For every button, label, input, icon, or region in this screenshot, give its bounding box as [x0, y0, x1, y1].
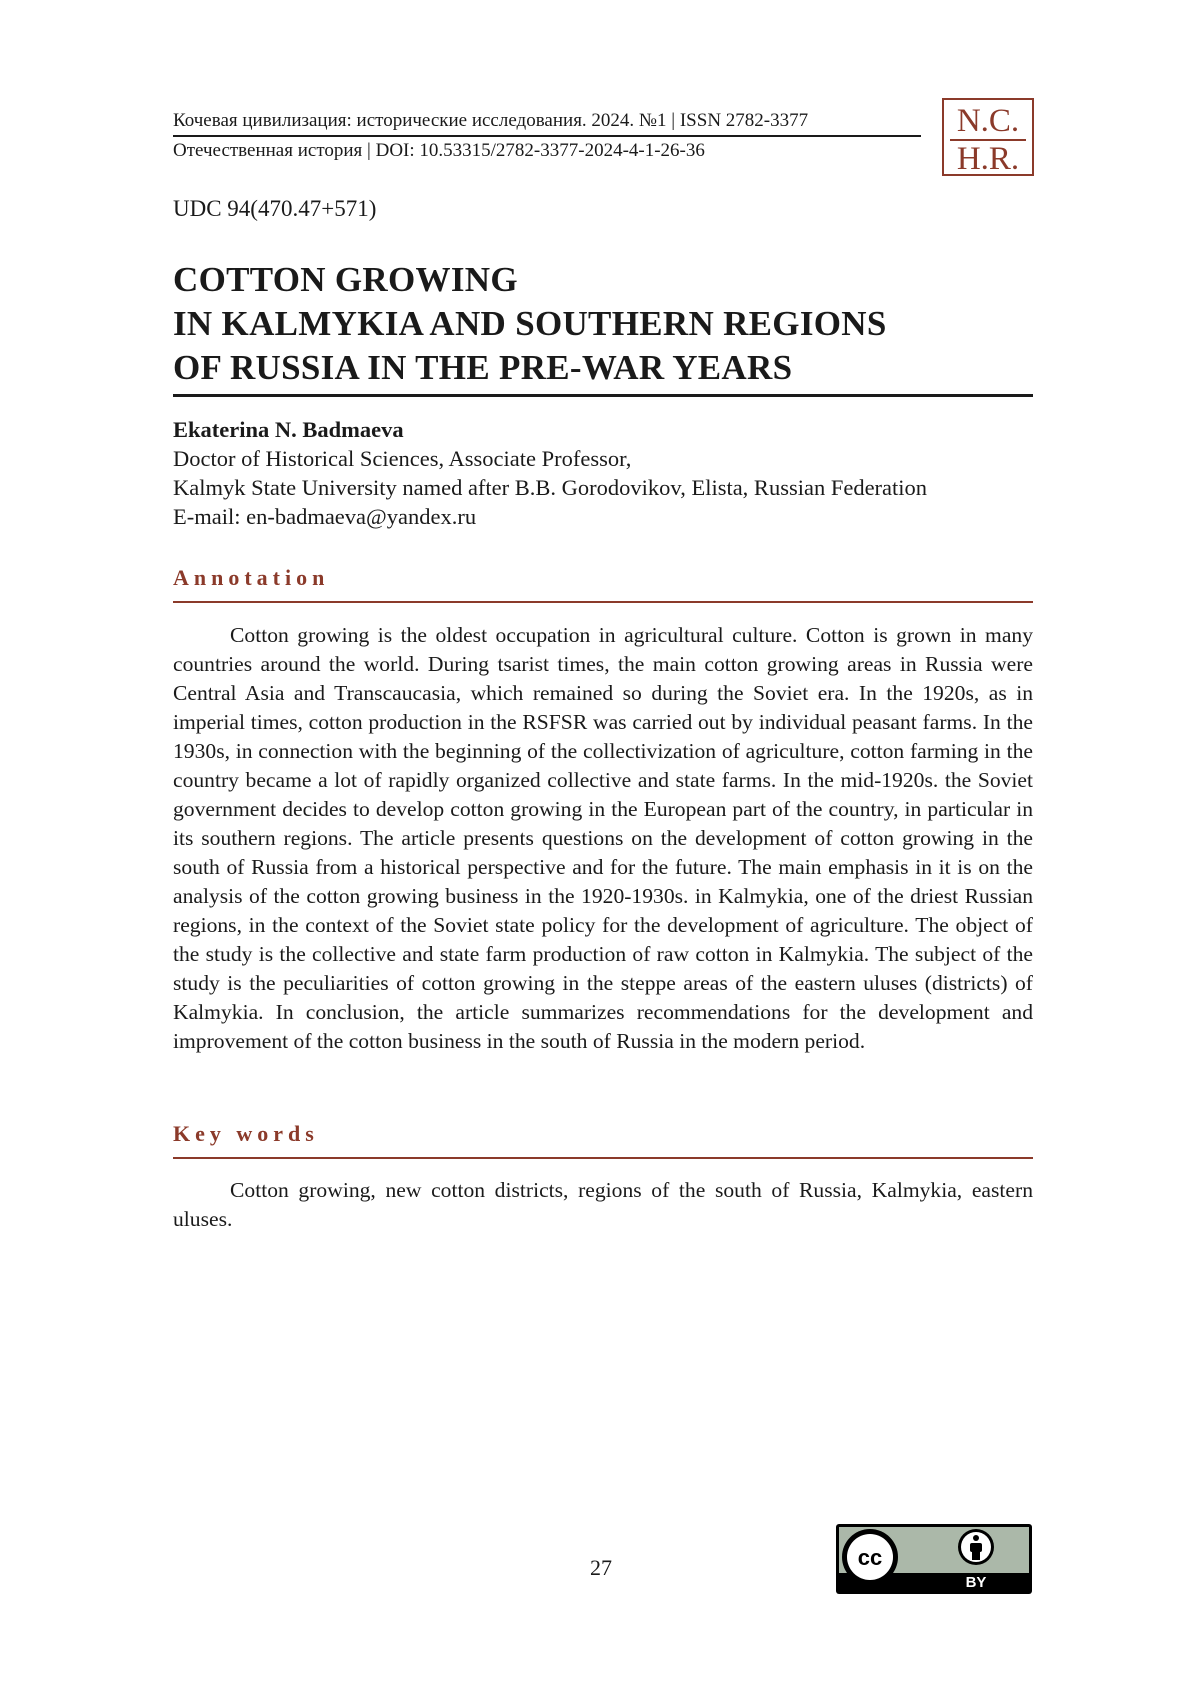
annotation-heading: Annotation — [173, 565, 330, 590]
logo-line-2: H.R. — [956, 141, 1020, 177]
license-by-label: BY — [965, 1574, 987, 1591]
annotation-text: Cotton growing is the oldest occupation in agricultural culture. Cotton is grown in many countries around the world. During tsarist times, the main cotton growing areas in Russia were Central Asia and Transcaucasia, which remained so during the Soviet era. In the 1920s, as in imperial times, cotton production in the RSFSR was carried out by individual peasant farms. In the 1930s, in connection with the beginning of the collectivization of agriculture, cotton farming in the country became a lot of rapidly organized collective and state farms. In the mid-1920s. the Soviet government decides to develop cotton growing in the European part of the country, in particular in its southern regions. The article presents questions on the development of cotton growing in the south of Russia from a historical perspective and for the future. The main emphasis in it is on the analysis of the cotton growing business in the 1920-1930s. in Kalmykia, one of the driest Russian regions, in the context of the Soviet state policy for the development of agriculture. The object of the study is the collective and state farm production of raw cotton in Kalmykia. The subject of the study is the peculiarities of cotton growing in the steppe areas of the eastern uluses (districts) of Kalmykia. In conclusion, the article summarizes recommendations for the development and improvement of the cotton business in the south of Russia in the modern period. — [173, 623, 1033, 1053]
header-divider — [173, 135, 921, 137]
journal-logo — [942, 98, 1034, 176]
author-degree: Doctor of Historical Sciences, Associate Professor, — [173, 446, 632, 471]
title-line-1: COTTON GROWING — [173, 260, 518, 299]
keywords-text: Cotton growing, new cotton districts, regions of the south of Russia, Kalmykia, eastern uluses. — [173, 1178, 1033, 1231]
annotation-divider — [173, 601, 1033, 603]
logo-line-1: N.C. — [956, 103, 1020, 139]
article-title — [173, 258, 1033, 390]
keywords-divider — [173, 1157, 1033, 1159]
author-affiliation: Kalmyk State University named after B.B. Gorodovikov, Elista, Russian Federation — [173, 475, 928, 500]
keywords-heading: Key words — [173, 1121, 319, 1146]
title-line-3: OF RUSSIA IN THE PRE-WAR YEARS — [173, 348, 793, 387]
author-name: Ekaterina N. Badmaeva — [173, 417, 404, 442]
svg-text:cc: cc — [857, 1545, 883, 1570]
journal-line: Кочевая цивилизация: исторические исследования. 2024. №1 | ISSN 2782-3377 — [173, 110, 809, 131]
udc-code: UDC 94(470.47+571) — [173, 196, 377, 221]
section-doi-line: Отечественная история | DOI: 10.53315/2782-3377-2024-4-1-26-36 — [173, 140, 705, 161]
running-header — [173, 108, 921, 164]
author-email: E-mail: en-badmaeva@yandex.ru — [173, 504, 477, 529]
author-block — [173, 415, 1033, 531]
title-divider — [173, 394, 1033, 397]
page-number: 27 — [590, 1555, 612, 1580]
cc-by-license-badge[interactable] — [836, 1524, 1032, 1594]
title-line-2: IN KALMYKIA AND SOUTHERN REGIONS — [173, 304, 887, 343]
